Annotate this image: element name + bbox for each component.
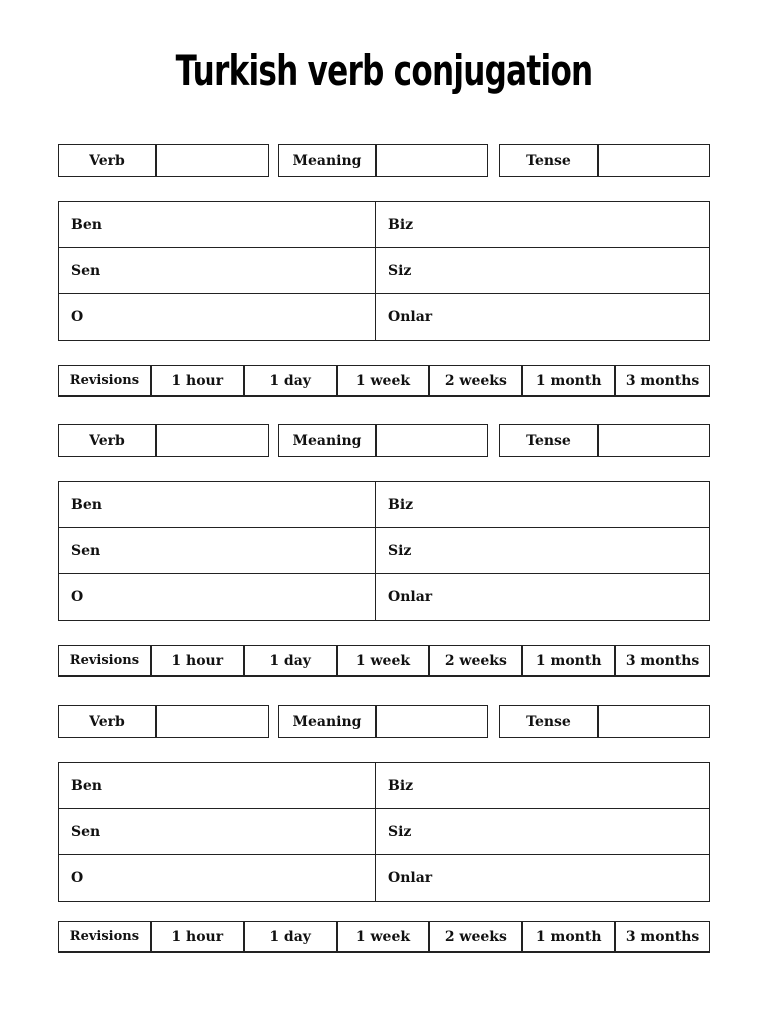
verb-label: Verb [59, 145, 157, 176]
revision-3-months[interactable]: 3 months [625, 928, 700, 945]
tense-field[interactable] [599, 706, 709, 737]
pronoun-sen[interactable]: Sen [59, 248, 376, 294]
tense-label: Tense [500, 425, 599, 456]
pronoun-ben[interactable]: Ben [59, 482, 376, 528]
revision-1-hour[interactable]: 1 hour [152, 922, 245, 951]
meaning-label: Meaning [279, 145, 377, 176]
verb-box [58, 705, 269, 738]
tense-label: Tense [500, 706, 599, 737]
pronoun-biz[interactable]: Biz [376, 763, 709, 809]
revision-1-hour[interactable]: 1 hour [152, 646, 245, 675]
pronoun-onlar[interactable]: Onlar [388, 309, 433, 325]
revision-1-week[interactable]: 1 week [338, 646, 431, 675]
revision-1-hour[interactable]: 1 hour [152, 366, 245, 395]
verb-box [58, 424, 269, 457]
verb-field[interactable] [157, 425, 268, 456]
revision-3-months[interactable]: 3 months [625, 652, 700, 669]
revision-3-months[interactable]: 3 months [625, 372, 700, 389]
revision-1-day[interactable]: 1 day [245, 922, 338, 951]
tense-box [499, 705, 710, 738]
revision-1-month[interactable]: 1 month [523, 366, 616, 395]
pronoun-siz[interactable]: Siz [376, 248, 709, 294]
revision-2-weeks[interactable]: 2 weeks [430, 366, 523, 395]
tense-label: Tense [500, 145, 599, 176]
verb-label: Verb [59, 706, 157, 737]
revision-2-weeks[interactable]: 2 weeks [430, 646, 523, 675]
pronoun-sen[interactable]: Sen [59, 809, 376, 855]
revision-1-day[interactable]: 1 day [245, 366, 338, 395]
pronoun-siz[interactable]: Siz [376, 528, 709, 574]
pronoun-sen[interactable]: Sen [59, 528, 376, 574]
conjugation-table [58, 201, 710, 341]
pronoun-o[interactable]: O [59, 574, 376, 620]
meaning-field[interactable] [377, 425, 487, 456]
revision-1-week[interactable]: 1 week [338, 366, 431, 395]
revision-2-weeks[interactable]: 2 weeks [430, 922, 523, 951]
pronoun-biz[interactable]: Biz [376, 482, 709, 528]
pronoun-o[interactable]: O [59, 855, 376, 901]
revision-1-month[interactable]: 1 month [523, 922, 616, 951]
meaning-box [278, 705, 488, 738]
tense-box [499, 144, 710, 177]
revisions-row [58, 921, 710, 953]
meaning-field[interactable] [377, 706, 487, 737]
tense-field[interactable] [599, 145, 709, 176]
verb-field[interactable] [157, 706, 268, 737]
revisions-label: Revisions [59, 366, 152, 395]
verb-label: Verb [59, 425, 157, 456]
pronoun-siz[interactable]: Siz [376, 809, 709, 855]
conjugation-table [58, 762, 710, 902]
meaning-label: Meaning [279, 425, 377, 456]
revision-1-week[interactable]: 1 week [338, 922, 431, 951]
meaning-label: Meaning [279, 706, 377, 737]
meaning-box [278, 144, 488, 177]
meaning-field[interactable] [377, 145, 487, 176]
pronoun-biz[interactable]: Biz [376, 202, 709, 248]
verb-field[interactable] [157, 145, 268, 176]
tense-box [499, 424, 710, 457]
revisions-label: Revisions [59, 922, 152, 951]
revision-1-day[interactable]: 1 day [245, 646, 338, 675]
pronoun-onlar[interactable]: Onlar [388, 870, 433, 886]
revisions-label: Revisions [59, 646, 152, 675]
pronoun-o[interactable]: O [59, 294, 376, 340]
page-title: Turkish verb conjugation [175, 46, 593, 95]
tense-field[interactable] [599, 425, 709, 456]
pronoun-ben[interactable]: Ben [59, 763, 376, 809]
pronoun-onlar[interactable]: Onlar [388, 589, 433, 605]
revisions-row [58, 365, 710, 397]
revision-1-month[interactable]: 1 month [523, 646, 616, 675]
revisions-row [58, 645, 710, 677]
verb-box [58, 144, 269, 177]
meaning-box [278, 424, 488, 457]
conjugation-table [58, 481, 710, 621]
pronoun-ben[interactable]: Ben [59, 202, 376, 248]
